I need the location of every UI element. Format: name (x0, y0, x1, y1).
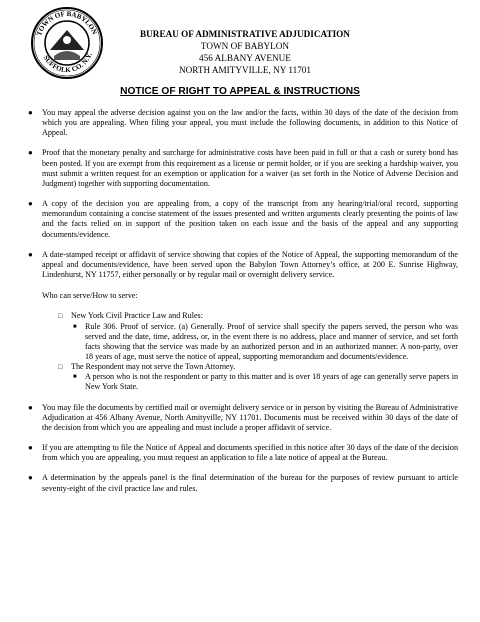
list-item: ● A determination by the appeals panel is the final determination of the bureau for the purposes of review pursuant to article seventy-eight of the civil practice law and rules. (28, 473, 458, 493)
square-bullet-icon: ■ (73, 374, 77, 381)
bullet-icon: ● (28, 148, 33, 158)
sub-item: □ The Respondent may not serve the Town Attorney. (58, 362, 236, 372)
notice-body (28, 108, 458, 504)
list-item: ● You may appeal the adverse decision against you on the law and/or the facts, within 30 days of the date of the decision from which you are appealing. When filing your appeal, you must include the following documents, in addition to this Notice of Appeal. (28, 108, 458, 138)
address-street: 456 ALBANY AVENUE (199, 53, 291, 63)
hollow-square-icon: □ (58, 312, 63, 321)
town-name: TOWN OF BABYLON (200, 41, 290, 51)
svg-text:TOWN OF BABYLON: TOWN OF BABYLON (35, 9, 99, 37)
bullet-icon: ● (28, 199, 33, 209)
address-city: NORTH AMITYVILLE, NY 11701 (179, 65, 311, 75)
sub-sub-item: ■ A person who is not the respondent or party to this matter and is over 18 years of age can generally serve papers in New York State. (73, 372, 458, 392)
bullet-icon: ● (28, 473, 33, 483)
hollow-square-icon: □ (58, 363, 63, 372)
svg-text:SUFFOLK CO. N.Y.: SUFFOLK CO. N.Y. (41, 51, 94, 75)
who-can-serve-label: Who can serve/How to serve: (42, 291, 138, 301)
town-seal-logo (30, 6, 104, 80)
bullet-icon: ● (28, 443, 33, 453)
sub-item: □ New York Civil Practice Law and Rules: (58, 311, 203, 321)
list-item: ● If you are attempting to file the Notice of Appeal and documents specified in this notice after 30 days of the date of the decision from which you are appealing, you must request an application to file a late notice of appeal at the Bureau. (28, 443, 458, 463)
notice-title: NOTICE OF RIGHT TO APPEAL & INSTRUCTIONS (120, 86, 360, 97)
list-item: ● Proof that the monetary penalty and surcharge for administrative costs have been paid in full or that a cash or surety bond has been posted. If you are exempt from this requirement as a license or permit holder, or if you are seeking a hardship waiver, you must submit a written request for an exemption or application for a waiver (as set forth in the Notice of Adverse Decision and Judgment) together with supporting documentation. (28, 148, 458, 188)
list-item: ● You may file the documents by certified mail or overnight delivery service or in person by visiting the Bureau of Administrative Adjudication at 456 Albany Avenue, North Amityville, NY 11701. Documents must be received within 30 days of the date of the decision from which you are appealing and must include a proper affidavit of service. (28, 402, 458, 432)
bullet-icon: ● (28, 402, 33, 412)
bureau-name: BUREAU OF ADMINISTRATIVE ADJUDICATION (140, 29, 350, 39)
bureau-header (95, 28, 395, 76)
square-bullet-icon: ■ (73, 323, 77, 330)
sub-sub-item: ■ Rule 306. Proof of service. (a) Generally. Proof of service shall specify the papers served, the person who was served and the date, time, address, or, in the event there is no address, place and manner of service, and set forth facts showing that the service was made by an authorized person and in an authorized manner. A non-party, over 18 years of age, must serve the notice of appeal, supporting memorandum and documents/evidence. (73, 321, 458, 361)
bullet-icon: ● (28, 249, 33, 259)
list-item: ● A copy of the decision you are appealing from, a copy of the transcript from any hearing/trial/oral record, supporting memorandum containing a concise statement of the issues presented and written arguments clearly presenting the points of law and the facts relied on in support of the position taken on each issue and the basis of the appeal and any supporting documents/evidence. (28, 199, 458, 239)
bullet-icon: ● (28, 108, 33, 117)
list-item: ● A date-stamped receipt or affidavit of service showing that copies of the Notice of Appeal, the supporting memorandum of the appeal and documents/evidence, have been served upon the Babylon Town Attorney’s office, at 200 E. Sunrise Highway, Lindenhurst, NY 11757, either personally or by regular mail or overnight delivery service. Who can serve/How to serve: (28, 249, 458, 301)
